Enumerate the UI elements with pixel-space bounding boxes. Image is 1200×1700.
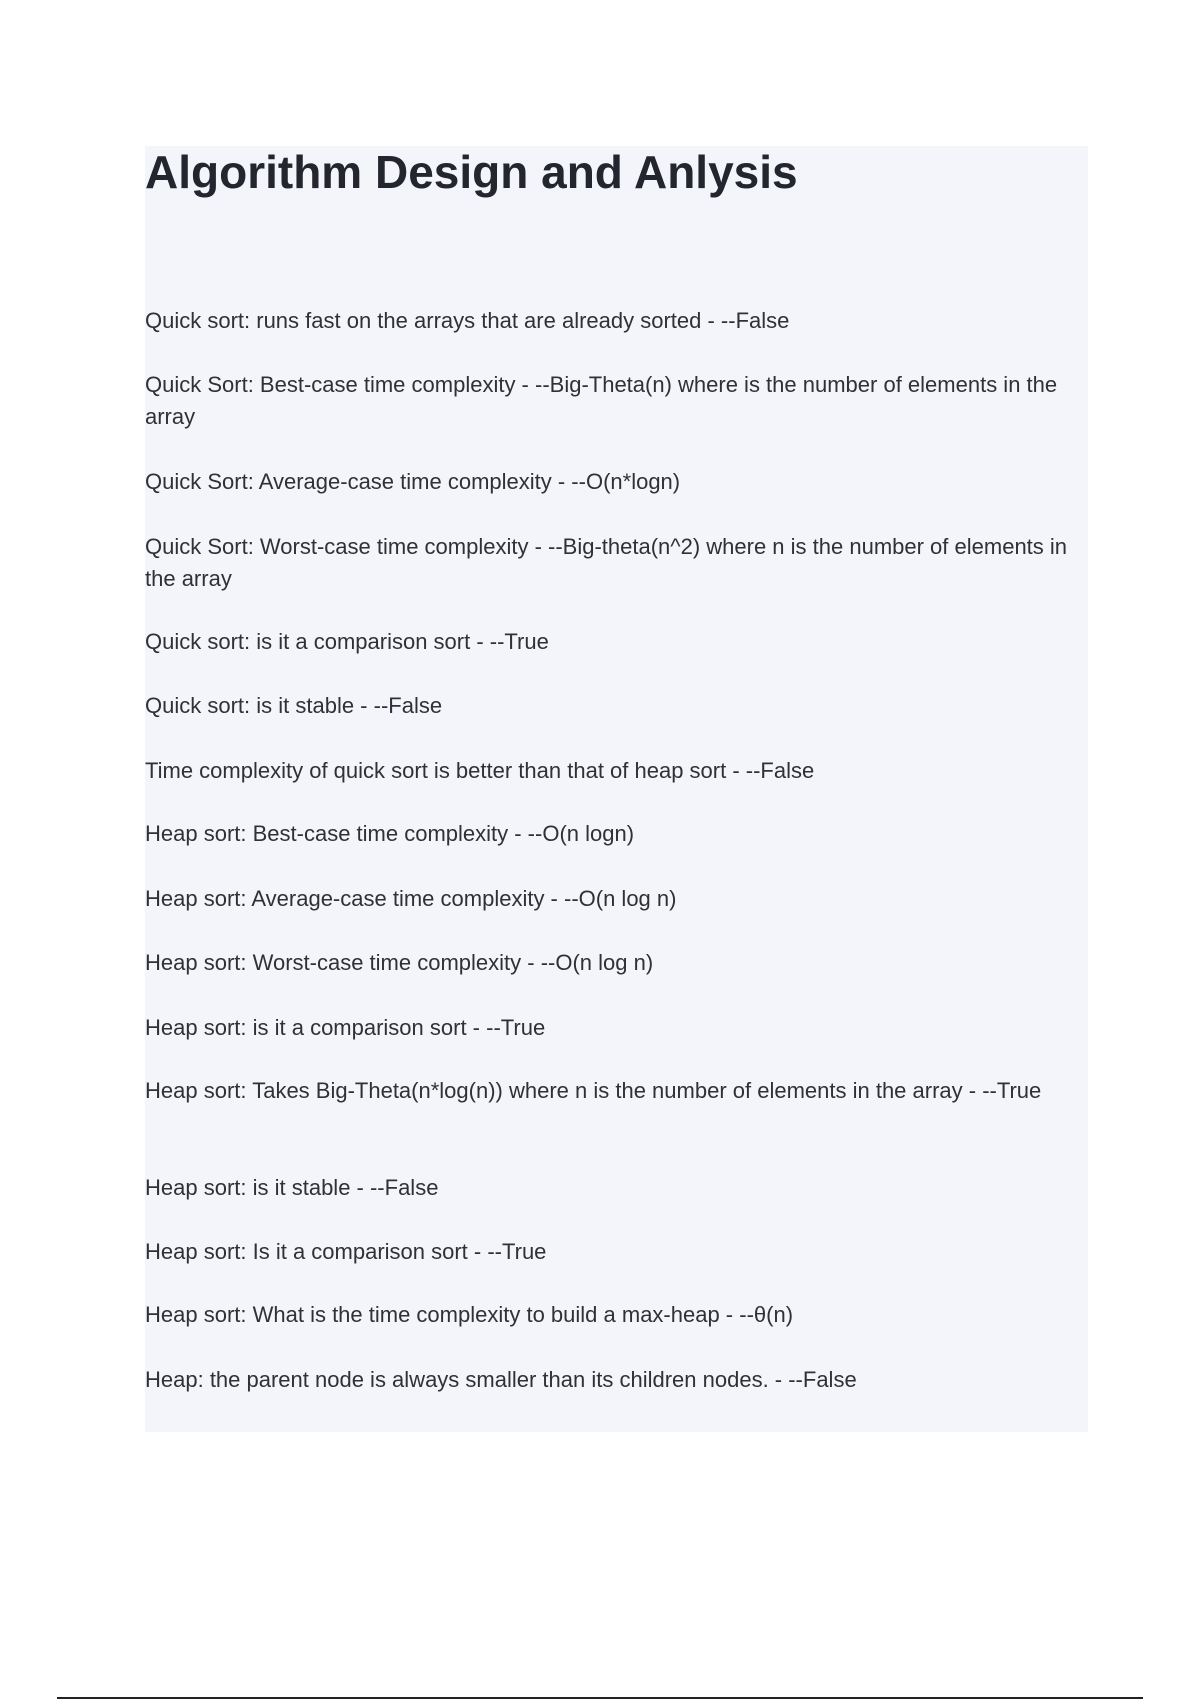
qa-item: Heap sort: Best-case time complexity - --O(n logn) xyxy=(145,821,635,846)
qa-item: Quick sort: is it a comparison sort - --True xyxy=(145,629,549,654)
qa-item: Quick Sort: Best-case time complexity - --Big-Theta(n) where is the number of elements in the array xyxy=(145,372,1058,429)
qa-item: Heap sort: What is the time complexity to build a max-heap - --θ(n) xyxy=(145,1302,794,1327)
qa-item: Heap sort: is it a comparison sort - --True xyxy=(145,1015,546,1040)
qa-item: Heap sort: Takes Big-Theta(n*log(n)) where n is the number of elements in the array - --True xyxy=(145,1078,1042,1103)
document-title: Algorithm Design and Anlysis xyxy=(145,146,798,198)
footer-rule xyxy=(57,1697,1143,1699)
qa-item: Quick Sort: Average-case time complexity - --O(n*logn) xyxy=(145,469,681,494)
qa-item: Quick Sort: Worst-case time complexity - --Big-theta(n^2) where n is the number of elements in the array xyxy=(145,534,1068,591)
qa-item: Heap sort: Average-case time complexity - --O(n log n) xyxy=(145,886,677,911)
qa-item: Quick sort: runs fast on the arrays that are already sorted - --False xyxy=(145,308,790,333)
qa-item: Heap sort: Worst-case time complexity - --O(n log n) xyxy=(145,950,654,975)
qa-item: Heap: the parent node is always smaller than its children nodes. - --False xyxy=(145,1367,857,1392)
qa-item: Time complexity of quick sort is better than that of heap sort - --False xyxy=(145,758,815,783)
qa-item: Quick sort: is it stable - --False xyxy=(145,693,443,718)
qa-item: Heap sort: Is it a comparison sort - --True xyxy=(145,1239,547,1264)
qa-item: Heap sort: is it stable - --False xyxy=(145,1175,439,1200)
